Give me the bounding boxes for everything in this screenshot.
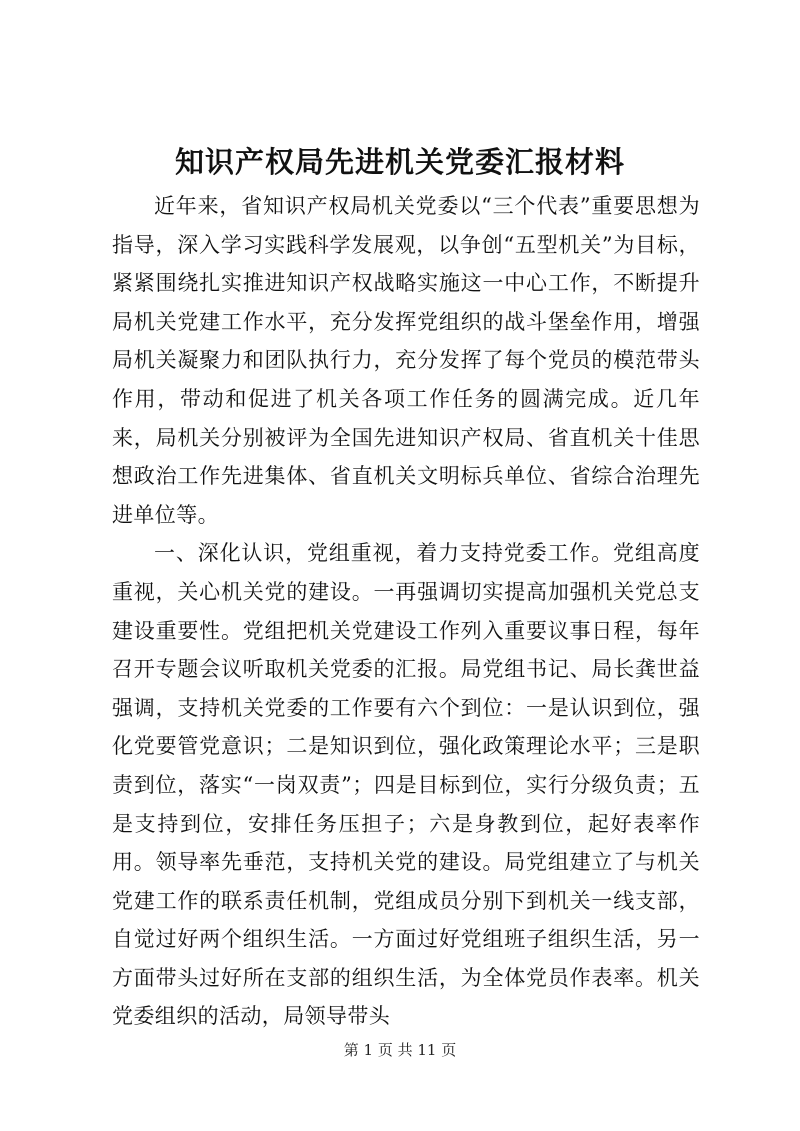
- document-body: [112, 187, 700, 1036]
- document-title: 知识产权局先进机关党委汇报材料: [174, 145, 625, 179]
- paragraph-intro: 近年来，省知识产权局机关党委以“三个代表”重要思想为指导，深入学习实践科学发展观，以争创“五型机关”为目标，紧紧围绕扎实推进知识产权战略实施这一中心工作，不断提升局机关党建工作水平，充分发挥党组织的战斗堡垒作用，增强局机关凝聚力和团队执行力，充分发挥了每个党员的模范带头作用，带动和促进了机关各项工作任务的圆满完成。近几年来，局机关分别被评为全国先进知识产权局、省直机关十佳思想政治工作先进集体、省直机关文明标兵单位、省综合治理先进单位等。: [112, 194, 700, 527]
- paragraph-section-one: 一、深化认识，党组重视，着力支持党委工作。党组高度重视，关心机关党的建设。一再强调切实提高加强机关党总支建设重要性。党组把机关党建设工作列入重要议事日程，每年召开专题会议听取机关党委的汇报。局党组书记、局长龚世益强调，支持机关党委的工作要有六个到位：一是认识到位，强化党要管党意识；二是知识到位，强化政策理论水平；三是职责到位，落实“一岗双责”；四是目标到位，实行分级负责；五是支持到位，安排任务压担子；六是身教到位，起好表率作用。领导率先垂范，支持机关党的建设。局党组建立了与机关党建工作的联系责任机制，党组成员分别下到机关一线支部，自觉过好两个组织生活。一方面过好党组班子组织生活，另一方面带头过好所在支部的组织生活，为全体党员作表率。机关党委组织的活动，局领导带头: [112, 541, 700, 1029]
- page-number-label: 第 1 页 共 11 页: [343, 1041, 457, 1059]
- page-footer: [0, 1040, 800, 1060]
